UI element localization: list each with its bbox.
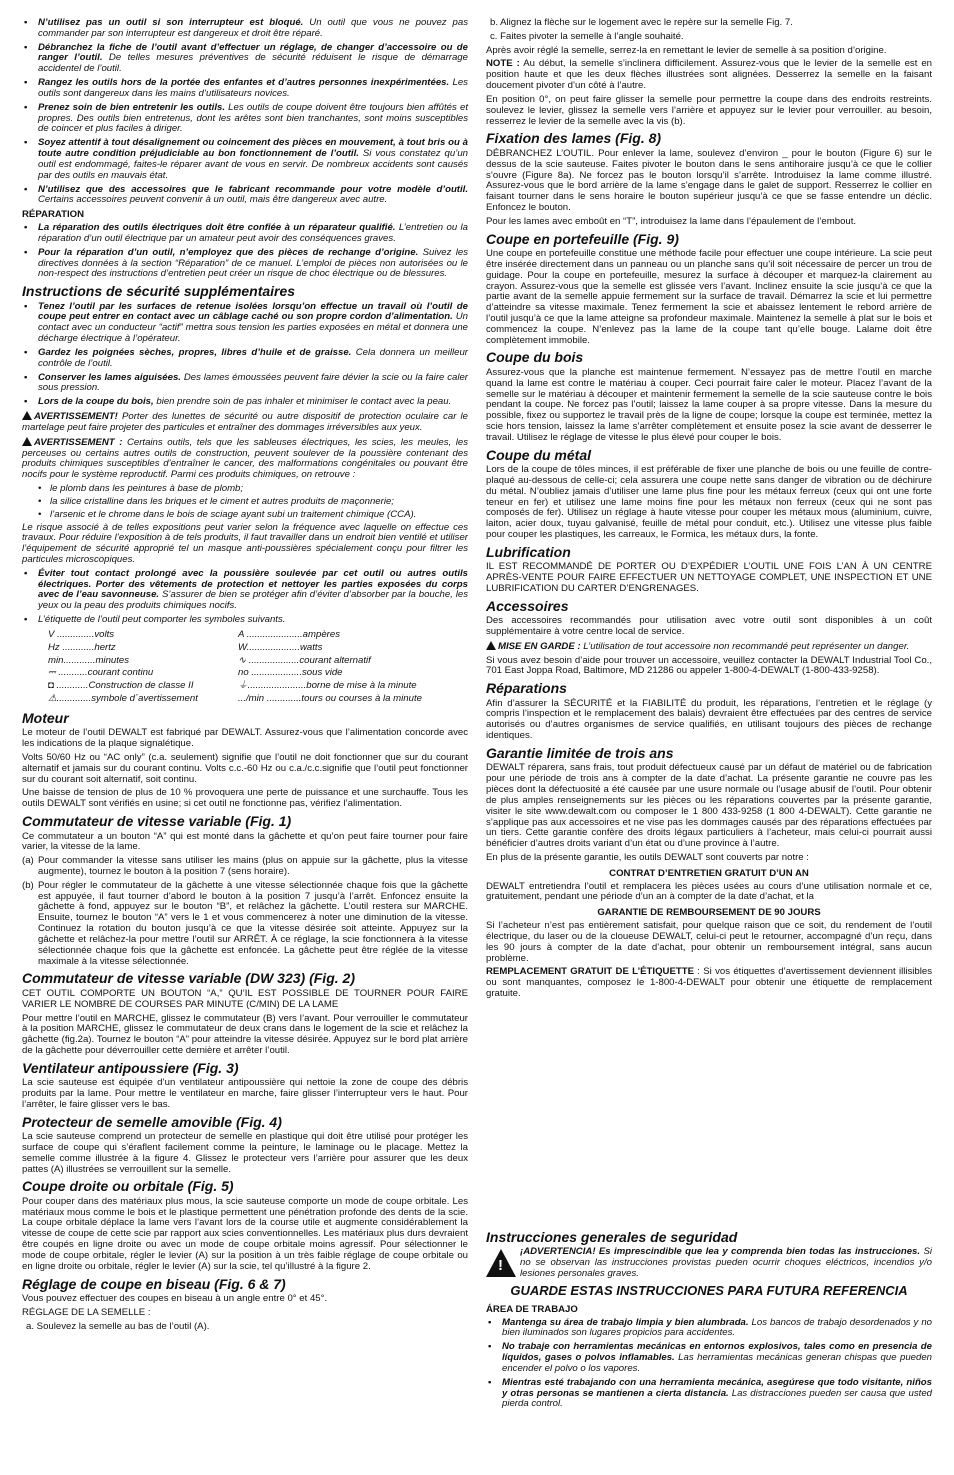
paragraph: RÉGLAGE DE LA SEMELLE : — [22, 1306, 151, 1318]
paragraph: En position 0°, on peut faire glisser la semelle pour permettre la coupe dans des endroits restreints. soulevez le levier, glissez la semelle vers l’arrière et appuyez sur le levier pour verrouiller. au besoin, resserrez le levier de la semelle avec la vis (b). — [486, 93, 932, 127]
symbol-entry: W....................watts — [238, 641, 323, 653]
warning-paragraph: MISE EN GARDE : L’utilisation de tout accessoire non recommandé peut représenter un danger. — [486, 641, 932, 653]
symbol-entry: V ..............volts — [48, 628, 115, 640]
list-item: • la silice cristalline dans les briques et le ciment et autres produits de maçonnerie; — [22, 497, 468, 508]
paragraph: Assurez-vous que la planche est maintenue fermement. N’essayez pas de mettre l’outil en marche quand la lame est contre le matériau à couper. Ceci pourrait faire caler le moteur. Placez l’avant de la semelle sur le matériau à découper et maintenir fermement la semelle de la scie sauteuse contre le bois pendant la coupe. Ne forcez pas l’outil; laissez la lame couper à sa propre vitesse. Dans la mesure du possible, fixez ou supportez le travail près de la ligne de coupe; lorsque la coupe est terminée, mettez la scie hors tension, laissez la lame s’arrêter complètement et ensuite posez la scie avant de desserrer le travail. Utilisez le réglage de vitesse le plus élevé pour couper le bois. — [486, 366, 932, 443]
list-item: • N’utilisez que des accessoires que le fabricant recommande pour votre modèle d’outil. Certains accessoires peuvent convenir à un outil, mais être dangereux avec autre. — [22, 185, 468, 207]
paragraph: REMPLACEMENT GRATUIT DE L’ÉTIQUETTE : Si vos étiquettes d’avertissement deviennent illisibles ou sont manquantes, composez le 1-800-4-DEWALT pour obtenir une étiquette de remplacement gratuite. — [486, 966, 932, 1000]
paragraph: Si vous avez besoin d’aide pour trouver un accessoire, veuillez contacter la DEWALT Industrial Tool Co., 701 East Joppa Road, Baltimore, MD 21286 ou appeler 1-800-4-DEWALT (1-800-433-9258). — [486, 654, 932, 677]
paragraph: Ce commutateur a un bouton “A” qui est monté dans la gâchette et qu’on peut faire tourner pour faire varier, la vitesse de la lame. — [22, 830, 468, 853]
symbol-entry: ⏚......................borne de mise à la minute — [238, 680, 417, 692]
symbol-entry: ∿ ...................courant alternatif — [238, 654, 371, 666]
list-item: • N’utilisez pas un outil si son interrupteur est bloqué. Un outil que vous ne pouvez pas commander par son interrupteur est dangereux et droit être réparé. — [22, 18, 468, 40]
warning-icon — [22, 411, 32, 420]
symbol-entry: ⎓ ...........courant continu — [48, 667, 154, 679]
list-item: • Tenez l’outil par les surfaces de retenue isolées lorsqu’on effectue un travail où l’outil de coupe peut entrer en contact avec un câblage caché ou son propre cordon d’alimentation. Un contact avec un conducteur “actif” mettra sous tension les parties exposées en métal et donnera une décharge électrique à l’opérateur. — [22, 302, 468, 345]
section-heading: Coupe en portefeuille (Fig. 9) — [486, 230, 679, 247]
paragraph: Une coupe en portefeuille constitue une méthode facile pour effectuer une coupe intérieure. La scie peut être insérée directement dans un panneau ou un planche sans qu’il soit nécessaire de percer un trou de guidage. Pour la coupe en portefeuille, mesurez la surface à découper et marquez-la clairement au crayon. Assurez-vous que la semelle est glissée vers l’avant. Inclinez ensuite la scie jusqu’à ce que la partie avant de la semelle appuie fermement sur la surface de travail. Démarrez la scie et lui permettre d’atteindre sa vitesse maximale. Tenez fermement la scie et abaissez lentement le rebord arrière de l’outil jusqu’à ce que la lame atteigne sa profondeur maximale. Maintenez la semelle à plat sur le bois et commencez la coupe. N’enlevez pas la lame de la coupe tant qu’elle bouge. Lalame doit être complètement immobile. — [486, 248, 932, 346]
paragraph: Des accessoires recommandés pour utilisation avec votre outil sont disponibles à un coût supplémentaire à votre centre local de service. — [486, 615, 932, 637]
section-heading: Ventilateur antipoussiere (Fig. 3) — [22, 1059, 239, 1076]
symbol-entry: A .....................ampères — [238, 628, 341, 640]
section-heading: Commutateur de vitesse variable (DW 323) (Fig. 2) — [22, 970, 355, 987]
paragraph: Afin d’assurer la SÉCURITÉ et la FIABILITÉ du produit, les réparations, l’entretien et le réglage (y compris l’inspection et le remplacement des balais) devraient être effectuées par des centres de service autorisés ou d’autres organismes de service qualifiés, en utilisant toujours des pièces de rechange identiques. — [486, 697, 932, 742]
note-paragraph: NOTE : Au début, la semelle s’inclinera difficilement. Assurez-vous que le levier de la semelle est en position haute et que les deux flèches illustrées sont alignées. Desserrez la semelle en la faisant doucement pivoter d’un côté à l’autre. — [486, 58, 933, 92]
section-heading: Commutateur de vitesse variable (Fig. 1) — [22, 813, 292, 830]
list-item: • Mientras esté trabajando con una herramienta mecánica, asegúrese que todo visitante, niños y otras personas se mantienen a cierta distancia. Las distracciones pueden ser causa que usted pierda control. — [486, 1378, 932, 1410]
section-heading: Coupe du métal — [486, 446, 592, 463]
section-heading: Instrucciones generales de seguridad — [486, 1229, 738, 1245]
paragraph: Pour les lames avec emboût en “T”, introduisez la lame dans l’épaulement de l’embout. — [486, 215, 857, 227]
section-heading: Protecteur de semelle amovible (Fig. 4) — [22, 1113, 282, 1130]
symbol-entry: min............minutes — [48, 654, 130, 666]
left-column — [22, 18, 468, 1335]
list-item: • Conserver les lames aiguisées. Des lames émoussées peuvent faire dévier la scie ou la faire caler sous pression. — [22, 373, 468, 395]
paragraph: b. Alignez la flèche sur le logement avec le repère sur la semelle Fig. 7. — [490, 17, 793, 28]
section-heading: Coupe du bois — [486, 349, 584, 366]
subheading: ÁREA DE TRABAJO — [486, 1303, 578, 1315]
symbols-table — [22, 630, 468, 705]
paragraph: ¡ADVERTENCIA! Es imprescindible que lea y comprenda bien todas las instrucciones. Si no se observan las instrucciones provistas pueden ocurrir choques eléctricos, incendios y/o lesiones personales graves. — [520, 1246, 932, 1280]
section-heading: Moteur — [22, 709, 69, 726]
paragraph: Lors de la coupe de tôles minces, il est préférable de fixer une planche de bois ou une feuille de contre-plaqué au-dessous de celle-ci; cela assurera une coupe nette sans danger de vibration ou de déchirure du métal. N’oubliez jamais d’utiliser une lame plus fine pour les métaux ferreux (ceux qui ont une forte teneur en fer) et utilisez une lame moins fine pour les métaux non ferreux (ceux qui ne sont pas composés de fer). Utilisez un réglage à haute vitesse pour couper les métaux mous (aluminium, cuivre, laiton, acier doux, tuyau galvanisé, feuille de métal pour conduit, etc.). Utilisez une vitesse plus faible pour couper les plastiques, les carreaux, le Formica, les métaux durs, la fonte. — [486, 464, 932, 541]
list-item: • L’étiquette de l’outil peut comporter les symboles suivants. — [22, 615, 468, 626]
paragraph: Volts 50/60 Hz ou “AC only” (c.a. seulement) signifie que l’outil ne doit fonctionner que sur du courant alternatif et jamais sur du courant continu. Volts c.c.-60 Hz ou c.a./c.c.signifie que l’outil peut fonctionner sur du courant soit alternatif, soit continu. — [22, 751, 468, 785]
section-heading: Coupe droite ou orbitale (Fig. 5) — [22, 1178, 234, 1195]
list-item: • Lors de la coupe du bois, bien prendre soin de pas inhaler et minimiser le contact avec la peau. — [22, 397, 468, 408]
section-heading: Instructions de sécurité supplémentaires — [22, 283, 296, 300]
section-heading: Réglage de coupe en biseau (Fig. 6 & 7) — [22, 1275, 286, 1292]
list-item: • Débranchez la fiche de l’outil avant d’effectuer un réglage, de changer d’accessoire ou de ranger l’outil. De telles mesures préventives de sécurité réduisent le risque de démarrage accidentel de l’outil. — [22, 43, 468, 75]
symbol-entry: no ...................sous vide — [238, 667, 343, 679]
paragraph: Après avoir réglé la semelle, serrez-la en remettant le levier de semelle à sa position d’origine. — [486, 44, 887, 56]
paragraph: La scie sauteuse est équipée d’un ventilateur antipoussière qui nettoie la zone de coupe des débris produits par la lame. Pour mettre le ventilateur en marche, faire glisser l’interrupteur vers le haut. Pour l’arrêter, le faire glisser vers le bas. — [22, 1077, 468, 1110]
spanish-section — [486, 1226, 932, 1413]
paragraph: Le moteur de l’outil DEWALT est fabriqué par DEWALT. Assurez-vous que l’alimentation concorde avec les indications de la plaque signalétique. — [22, 727, 468, 750]
subheading: GARANTIE DE REMBOURSEMENT DE 90 JOURS — [597, 907, 821, 919]
risk-paragraph: Le risque associé à de telles expositions peut varier selon la fréquence avec laquelle on effectue ces travaux. Pour réduire l’exposition à de tels produits, il faut travailler dans un endroit bien ventilé et utiliser l’équipement de sécurité approprié tel un masque anti-poussières spécialement conçu pour filtrer les particules microscopiques. — [22, 521, 468, 565]
list-item: • La réparation des outils électriques doit être confiée à un réparateur qualifié. L’entretien ou la réparation d’un outil électrique par un amateur peut avoir des conséquences graves. — [22, 223, 468, 245]
warning-paragraph: AVERTISSEMENT! Porter des lunettes de sécurité ou autre dispositif de protection oculaire car le martelage peut faire projeter des particules et entraîner des dommages irréversibles aux yeux. — [22, 411, 468, 433]
section-heading: Garantie limitée de trois ans — [486, 744, 674, 761]
paragraph: Si l’acheteur n’est pas entièrement satisfait, pour quelque raison que ce soit, du rendement de l’outil électrique, du laser ou de la cloueuse DEWALT, celui-ci peut le retourner, accompagné d’un reçu, dans les 90 jours à compter de la date d’achat, pour obtenir un remboursement intégral, sans aucun problème. — [486, 920, 932, 964]
list-item: (a) Pour commander la vitesse sans utiliser les mains (plus on appuie sur la gâchette, plus la vitesse augmente), tournez le bouton à la position 7 (sens horaire). — [22, 855, 468, 877]
list-item: • le plomb dans les peintures à base de plomb; — [22, 484, 468, 495]
paragraph: Une baisse de tension de plus de 10 % provoquera une perte de puissance et une surchauffe. Tous les outils DEWALT sont vérifiés en usine; si cet outil ne fonctionne pas, vérifiez l’alimentation. — [22, 787, 468, 810]
right-column — [486, 18, 932, 1003]
list-item: • No trabaje con herramientas mecánicas en entornos explosivos, tales como en presencia de líquidos, gases o polvos inflamables. Las herramientas mecánicas generan chispas que pueden encender el polvo o los vapores. — [486, 1342, 932, 1374]
guarde-heading: GUARDE ESTAS INSTRUCCIONES PARA FUTURA REFERENCIA — [510, 1282, 908, 1298]
list-item: (b) Pour régler le commutateur de la gâchette à une vitesse sélectionnée chaque fois que la gâchette est appuyée, il faut tourner d’abord le bouton à la position 7 jusqu’à l’arrêt. Enfoncez ensuite la gâchette à fond, appuyez sur le bouton “B”, et relâchez la gâchette. L’outil restera sur MARCHE. Ensuite, tournez le bouton “A” vers le 1 et vous commencerez à noter une diminution de la vitesse. Continuez la rotation du bouton jusqu’à ce que la vitesse désirée soit atteinte. Appuyez sur la gâchette et relâchez-la pour mettre l’outil sur ARRÊT. À ce réglage, la scie fonctionnera à la vitesse sélectionnée chaque fois que la gâchette est enfoncée. La gâchette peut être réglée de la vitesse maximale à la vitesse sélectionnée. — [22, 879, 468, 967]
section-heading: Fixation des lames (Fig. 8) — [486, 130, 662, 147]
paragraph: Pour couper dans des matériaux plus mous, la scie sauteuse comporte un mode de coupe orbitale. Les matériaux mous comme le bois et le plastique permettent une pénétration profonde des dents de la scie. La coupe orbitale déplace la lame vers l’avant lors de la course utile et augmente considérablement la vitesse de coupe de cette scie par rapport aux scies conventionnelles. Les matériaux plus durs devraient être coupés en ligne droite ou avec un mode de coupe orbitale moins agressif. Pour sélectionner le mode de coupe orbitale, régler le levier (A) sur la position à un très faible réglage de coupe orbitale ou en ligne droite ou orbitale, régler le levier (A) sur la scie, tel qu’illustré à la figure 2. — [22, 1195, 468, 1272]
paragraph: DEWALT réparera, sans frais, tout produit défectueux causé par un défaut de matériel ou de fabrication pour une période de trois ans à compter de la date d’achat. La présente garantie ne couvre pas les pièces dont la défectuosité a été causée par une usure normale ou l’usage abusif de l’outil. Pour obtenir de plus amples renseignements sur les pièces ou les réparations couvertes par la présente garantie, visiter le site www.dewalt.com ou composer le 1 800 433-9258 (1 800 4-DEWALT). Cette garantie ne s’applique pas aux accessoires et ne vise pas les dommages causés par des réparations effectuées par un tiers. Cette garantie confère des droits légaux particuliers à l’acheteur, mais celui-ci pourrait aussi bénéficier d’autres droits variant d’un état ou d’une province à l’autre. — [486, 762, 932, 850]
list-item: • Mantenga su área de trabajo limpia y bien alumbrada. Los bancos de trabajo desordenados y no bien iluminados son lugares propicios para accidentes. — [486, 1318, 932, 1340]
symbol-entry: ⚠.............symbole d´avertissement — [48, 693, 198, 705]
subheading: CONTRAT D’ENTRETIEN GRATUIT D’UN AN — [609, 867, 809, 879]
list-item: • Gardez les poignées sèches, propres, libres d’huile et de graisse. Cela donnera un meilleur contrôle de l’outil. — [22, 348, 468, 370]
list-item: • Éviter tout contact prolongé avec la poussière soulevée par cet outil ou autres outils électriques. Porter des vêtements de protection et nettoyer les parties exposées du corps avec de l’eau savonneuse. S’assurer de bien se protéger afin d’éviter d’absorber par la bouche, les yeux ou la peau des produits chimiques nocifs. — [22, 569, 468, 612]
paragraph: CET OUTIL COMPORTE UN BOUTON “A,” QU’IL EST POSSIBLE DE TOURNER POUR FAIRE VARIER LE NOMBRE DE COURSES PAR MINUTE (C/MIN) DE LA LAME — [22, 987, 468, 1010]
paragraph: c. Faites pivoter la semelle à l’angle souhaité. — [490, 30, 684, 42]
paragraph: En plus de la présente garantie, les outils DEWALT sont couverts par notre : — [486, 851, 809, 863]
symbol-entry: ◘ ............Construction de classe II — [48, 680, 194, 692]
paragraph: Vous pouvez effectuer des coupes en biseau à un angle entre 0° et 45°. — [22, 1292, 328, 1304]
list-item: • Soyez attentif à tout désalignement ou coincement des pièces en mouvement, à tout bris ou à toute autre condition préjudiciable au bon fonctionnement de l’outil. Si vous constatez qu’un outil est endommagé, faites-le réparer avant de vous en servir. De nombreux accidents sont causés par des outils en mauvais état. — [22, 138, 468, 181]
reparation-heading: RÉPARATION — [22, 209, 85, 221]
paragraph: IL EST RECOMMANDÉ DE PORTER OU D’EXPÉDIER L’OUTIL UNE FOIS L’AN À UN CENTRE APRÈS-VENTE POUR FAIRE EFFECTUER UN NETTOYAGE COMPLET, UNE INSPECTION ET UNE LUBRIFICATION DU CARTER D’ENGRENAGES. — [486, 561, 932, 594]
paragraph: a. Soulevez la semelle au bas de l’outil (A). — [26, 1320, 210, 1332]
list-item: • l’arsenic et le chrome dans le bois de sciage ayant subi un traitement chimique (CCA). — [22, 510, 468, 521]
paragraph: Pour mettre l’outil en MARCHE, glissez le commutateur (B) vers l’avant. Pour verrouiller le commutateur à la position MARCHE, glissez le commutateur de deux crans dans le logement de la scie et relâchez la gâchette (fig.2a). Tournez le bouton “A” pour atteindre la vitesse désirée. Appuyez sur le bord plat arrière de la gâchette pour déverrouiller cette dernière et arrêter l’outil. — [22, 1012, 468, 1056]
advertencia-block: ! ¡ADVERTENCIA! Es imprescindible que lea y comprenda bien todas las instrucciones. Si no se observan las instrucciones provistas pueden ocurrir choques eléctricos, incendios y/o lesiones personales graves. — [486, 1247, 932, 1279]
warning-icon — [22, 437, 32, 446]
paragraph: La scie sauteuse comprend un protecteur de semelle en plastique qui doit être utilisé pour protéger les surface de coupe qui s’éraflent facilement comme la peinture, le laminage ou le placage. Mettez la semelle comme illustrée à la figure 4. Glissez le protecteur vers l’arrière pour assurer que les deux pattes (A) illustrées se verrouillent sur la semelle. — [22, 1131, 468, 1175]
section-heading: Accessoires — [486, 597, 569, 614]
section-heading: Lubrification — [486, 543, 571, 560]
warning-icon — [486, 641, 496, 650]
paragraph: DÉBRANCHEZ L’OUTIL. Pour enlever la lame, soulevez d’environ _ pour le bouton (Figure 6) sur le dessus de la scie sauteuse. Faites pivoter le bouton dans le sens antihoraire jusqu’à ce que le collier s’ouvre (Figure 8a). Ne forcez pas le bouton lorsqu’il s’arrête. Introduisez la lame comme illustré. Assurez-vous que le bord arrière de la lame s’engage dans le galet de support. Resserrez le collier en faisant tourner dans le sens horaire le bouton supérieur jusqu’à ce que se fasse entendre un déclic. Enfoncez le bouton. — [486, 147, 932, 213]
list-item: • Pour la réparation d’un outil, n’employez que des pièces de rechange d’origine. Suivez les directives données à la section “Réparation” de ce manuel. L’emploi de pièces non autorisées ou le non-respect des instructions d’entretien peut créer un risque de choc électrique ou de blessures. — [22, 248, 468, 280]
section-heading: Réparations — [486, 680, 567, 697]
paragraph: DEWALT entretiendra l’outil et remplacera les pièces usées au cours d’une utilisation normale et ce, gratuitement, pendant une période d’un an à compter de la date d’achat, et la — [486, 880, 932, 903]
warning-paragraph: AVERTISSEMENT : Certains outils, tels que les sableuses électriques, les scies, les meules, les perceuses ou certains autres outils de construction, peuvent soulever de la poussière contenant des produits chimiques susceptibles d’entraîner le cancer, des malformations congénitales ou pouvant être nocifs pour le système reproductif. Parmi ces produits chimiques, on retrouve : — [22, 436, 469, 481]
list-item: • Prenez soin de bien entretenir les outils. Les outils de coupe doivent être toujours bien affûtés et propres. Des outils bien entretenus, dont les arêtes sont bien tranchantes, sont moins susceptibles de coincer et plus faciles à diriger. — [22, 103, 468, 135]
list-item: • Rangez les outils hors de la portée des enfantes et d’autres personnes inexpérimentées. Les outils sont dangereux dans les mains d’utilisateurs novices. — [22, 78, 468, 100]
symbol-entry: .../min .............tours ou courses à la minute — [238, 693, 422, 705]
symbol-entry: Hz ............hertz — [48, 641, 116, 653]
